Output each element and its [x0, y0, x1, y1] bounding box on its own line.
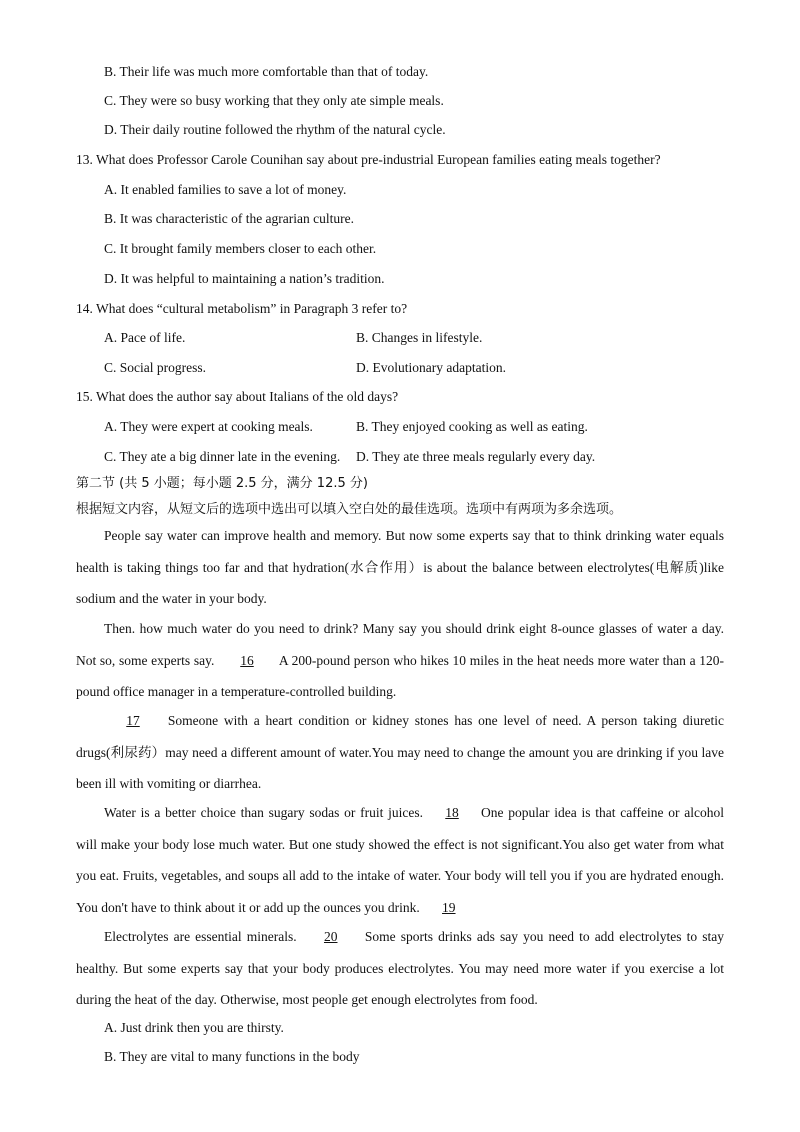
q14-option-c: C. Social progress.	[104, 360, 206, 375]
q12-option-c: C. They were so busy working that they only ate simple meals.	[104, 93, 444, 108]
blank-18: 18	[445, 805, 459, 820]
q13-option-c: C. It brought family members closer to each other.	[104, 241, 377, 256]
q15-option-a: A. They were expert at cooking meals.	[104, 419, 313, 434]
q13-option-a: A. It enabled families to save a lot of money.	[104, 182, 347, 197]
blank-19: 19	[442, 899, 456, 915]
section-heading: 第二节 (共 5 小题；每小题 2.5 分，满分 12.5 分)	[76, 476, 368, 491]
blank-17: 17	[126, 713, 140, 728]
passage-paragraph-2	[76, 613, 724, 708]
q14-stem: 14. What does “cultural metabolism” in Paragraph 3 refer to?	[76, 301, 408, 316]
passage-paragraph-1	[76, 520, 724, 615]
paragraph-text: People say water can improve health and memory. But now some experts say that to think drinking water equals health is taking things too far and that hydration(水合作用）is about the balance between electrolytes(电解质)like sodium and the water in your body.	[76, 528, 724, 606]
paragraph-text: Someone with a heart condition or kidney stones has one level of need. A person taking diuretic drugs(利尿药）may need a different amount of water.You may need to change the amount you are drinking if you lave been ill with vomiting or diarrhea.	[76, 713, 724, 791]
paragraph-text: Then. how much water do you need to drink? Many say you should drink eight 8-ounce glasses of water a day. Not so, some experts say.	[76, 621, 724, 668]
answer-option-a: A. Just drink then you are thirsty.	[104, 1020, 284, 1035]
answer-option-b: B. They are vital to many functions in the body	[104, 1049, 360, 1064]
passage-paragraph-3	[76, 705, 724, 800]
q13-option-d: D. It was helpful to maintaining a nation’s tradition.	[104, 271, 385, 286]
passage-paragraph-4	[76, 797, 724, 923]
q15-option-c: C. They ate a big dinner late in the evening.	[104, 449, 341, 464]
blank-16: 16	[240, 652, 254, 668]
q15-stem: 15. What does the author say about Italians of the old days?	[76, 389, 399, 404]
section-instruction: 根据短文内容，从短文后的选项中选出可以填入空白处的最佳选项。选项中有两项为多余选项。	[76, 502, 623, 517]
q15-option-b: B. They enjoyed cooking as well as eating.	[356, 419, 588, 434]
passage-paragraph-5	[76, 921, 724, 1016]
paragraph-text: A 200-pound person who hikes 10 miles in the heat needs more water than a 120-pound office manager in a temperature-controlled building.	[76, 652, 724, 699]
paragraph-text: One popular idea is that caffeine or alcohol will make your body lose much water. But one study showed the effect is not significant.You also get water from what you eat. Fruits, vegetables, and soups all add to the intake of water. Your body will tell you if you are hydrated enough. You don't have to think about it or add up the ounces you drink.	[76, 805, 724, 915]
q15-option-d: D. They ate three meals regularly every day.	[356, 449, 596, 464]
q12-option-d: D. Their daily routine followed the rhythm of the natural cycle.	[104, 122, 446, 137]
q14-option-a: A. Pace of life.	[104, 330, 186, 345]
q14-option-b: B. Changes in lifestyle.	[356, 330, 483, 345]
paragraph-text: Electrolytes are essential minerals.	[104, 929, 302, 944]
paragraph-text: Some sports drinks ads say you need to add electrolytes to stay healthy. But some experts say that your body produces electrolytes. You may need more water if you exercise a lot during the heat of the day. Otherwise, most people get enough electrolytes from food.	[76, 929, 724, 1007]
q14-option-d: D. Evolutionary adaptation.	[356, 360, 506, 375]
paragraph-text: Water is a better choice than sugary sodas or fruit juices.	[104, 805, 424, 820]
q13-stem: 13. What does Professor Carole Counihan say about pre-industrial European families eating meals together?	[76, 152, 661, 167]
q12-option-b: B. Their life was much more comfortable than that of today.	[104, 64, 429, 79]
blank-20: 20	[323, 929, 338, 944]
q13-option-b: B. It was characteristic of the agrarian culture.	[104, 211, 355, 226]
